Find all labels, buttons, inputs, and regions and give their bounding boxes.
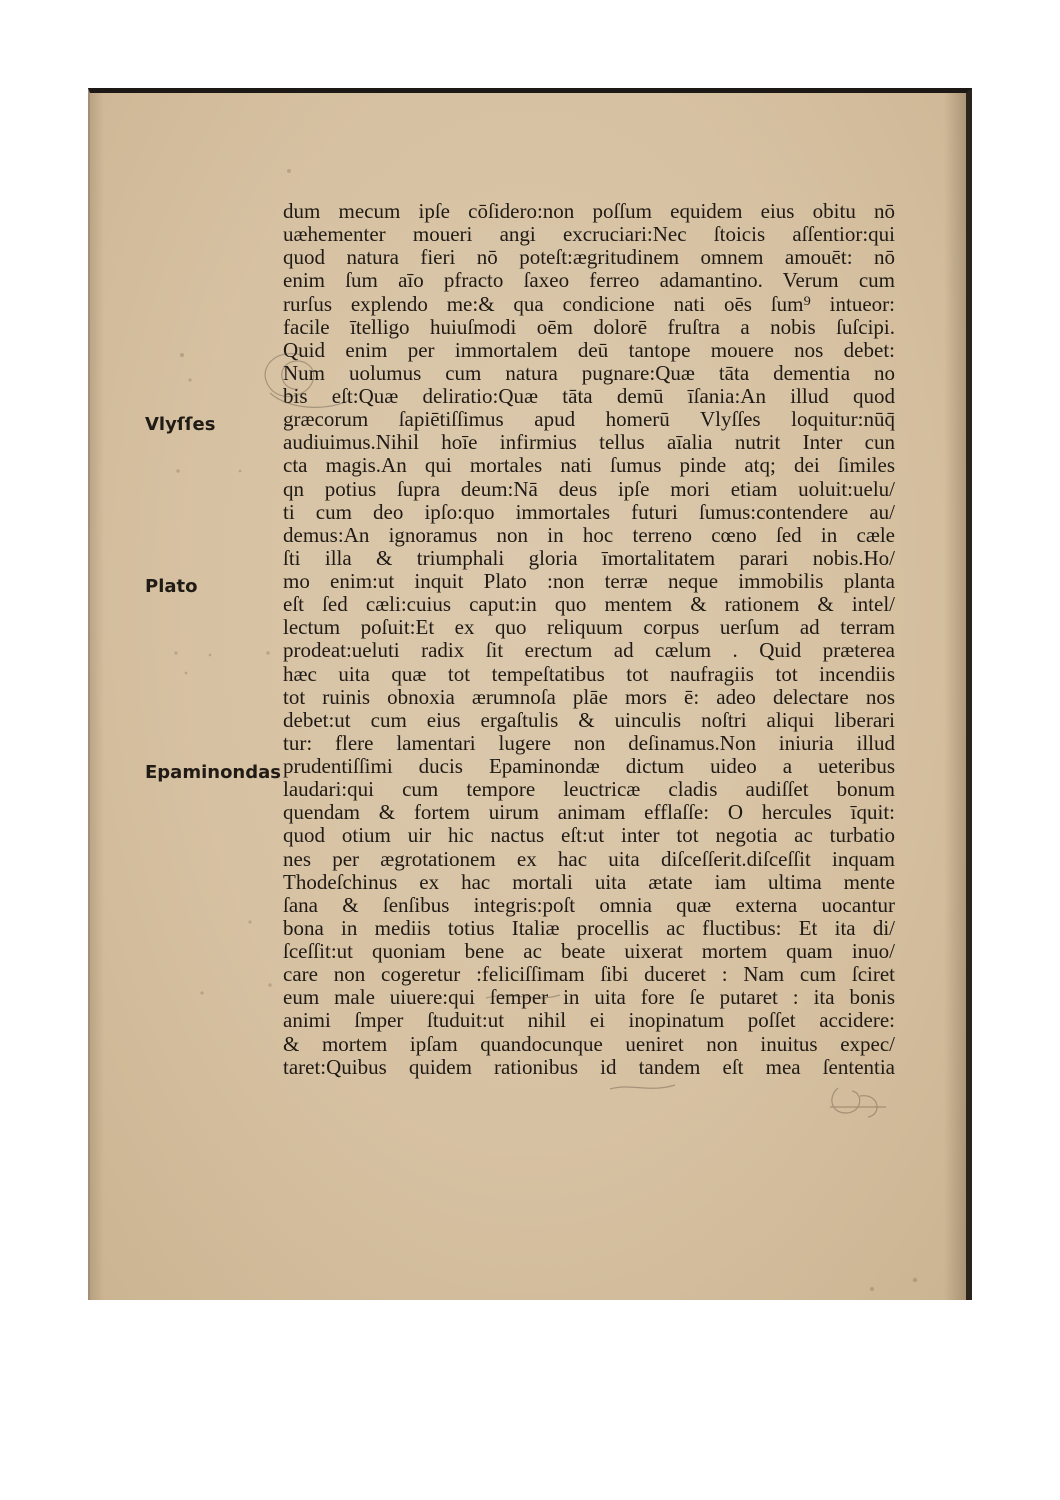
ink-smudge (913, 1278, 917, 1282)
ink-smudge (180, 353, 184, 357)
text-line: Num uolumus cum natura pugnare:Quæ tāta dementia no (283, 361, 895, 385)
text-line: enim ſum aīo pfracto ſaxeo ferreo adamantino. Verum cum (283, 269, 895, 293)
text-line: bona in mediis totius Italiæ procellis ac fluctibus: Et ita di/ (283, 916, 895, 940)
text-line: ſceſſit:ut quoniam bene ac beate uixerat mortem quam inuo/ (283, 940, 895, 963)
ink-smudge (200, 991, 203, 994)
text-line: quendam & fortem uirum animam efflaſſe: O hercules īquit: (283, 801, 895, 825)
pen-flourish-bottom-right (830, 1088, 886, 1117)
ink-smudge (239, 470, 242, 473)
text-line: quod natura fieri nō poteſt:ægritudinem omnem amouēt: nō (283, 246, 895, 270)
scanned-page (88, 88, 972, 1300)
text-line: lectum poſuit:Et ex quo reliquum corpus uerſum ad terram (283, 616, 895, 640)
text-line: ſana & ſenſibus integris:poſt omnia quæ externa uocantur (283, 893, 895, 917)
text-line: bis eſt:Quæ deliratio:Quæ tāta demū īſania:An illud quod (283, 385, 895, 408)
text-line: tot ruinis obnoxia ærumnoſa plāe mors ē: adeo delectare nos (283, 685, 895, 709)
ink-smudge (174, 651, 177, 654)
margin-note-ulysses: Vlyſſes (145, 414, 216, 435)
margin-note-plato: Plato (145, 576, 198, 597)
ink-smudge (268, 983, 272, 987)
text-line: Thodeſchinus ex hac mortali uita ætate iam ultima mente (283, 870, 895, 894)
text-line: Quid enim per immortalem deū tantope mouere nos debet: (283, 338, 895, 362)
ink-smudge (287, 169, 291, 173)
text-line: græcorum ſapiētiſſimus apud homerū Vlyſſes loquitur:nūq̄ (283, 408, 895, 432)
ink-smudge (188, 378, 191, 381)
text-line: tur: flere lamentari lugere non deſinamus.Non iniuria illud (283, 731, 895, 755)
text-line: ſti illa & triumphali gloria īmortalitatem parari nobis.Ho/ (283, 546, 895, 570)
text-line: dum mecum ipſe cōſidero:non poſſum equidem eius obitu nō (283, 200, 895, 223)
ink-smudge (248, 920, 251, 923)
page-left-shadow (90, 93, 104, 1300)
text-line: nes per ægrotationem ex hac uita diſceſſerit.diſceſſit inquam (283, 847, 895, 871)
body-text (283, 200, 895, 1079)
text-line: qn potius ſupra deum:Nā deus ipſe mori etiam uoluit:uelu/ (283, 477, 895, 501)
text-line: taret:Quibus quidem rationibus id tandem eſt mea ſententia (283, 1055, 895, 1079)
page-right-shadow (944, 93, 966, 1300)
text-line: prodeat:ueluti radix ſit erectum ad cælum . Quid præterea (283, 639, 895, 663)
text-line: hæc uita quæ tot tempeſtatibus tot naufragiis tot incendiis (283, 662, 895, 686)
text-line: mo enim:ut inquit Plato :non terræ neque immobilis planta (283, 570, 895, 593)
ink-smudge (870, 1287, 874, 1291)
text-line: demus:An ignoramus non in hoc terreno cœno ſed in cæle (283, 523, 895, 547)
text-line: quod otium uir hic nactus eſt:ut inter tot negotia ac turbatio (283, 824, 895, 848)
text-line: uæhementer moueri angi excruciari:Nec ſtoicis aſſentior:qui (283, 223, 895, 247)
text-line: facile ītelligo huiuſmodi oēm dolorē fruſtra a nobis ſuſcipi. (283, 315, 895, 339)
text-line: rurſus explendo me:& qua condicione nati oēs ſum⁹ intueor: (283, 292, 895, 316)
ink-smudge (185, 672, 188, 675)
text-line: laudari:qui cum tempore leuctricæ cladis audiſſet bonum (283, 778, 895, 802)
text-line: cta magis.An qui mortales nati ſumus pinde atq; dei ſimiles (283, 454, 895, 478)
ink-smudge (209, 654, 212, 657)
text-line: eum male uiuere:qui ſemper in uita fore ſe putaret : ita bonis (283, 986, 895, 1010)
text-line: prudentiſſimi ducis Epaminondæ dictum uideo a ueteribus (283, 755, 895, 778)
text-line: care non cogeretur :feliciſſimam ſibi duceret : Nam cum ſciret (283, 963, 895, 987)
ink-smudge (266, 651, 270, 655)
text-line: debet:ut cum eius ergaſtulis & uinculis noſtri aliqui liberari (283, 708, 895, 732)
text-line: eſt ſed cæli:cuius caput:in quo mentem & rationem & intel/ (283, 593, 895, 617)
margin-note-epaminondas: Epaminondas (145, 762, 281, 783)
text-line: animi ſmper ſtuduit:ut nihil ei inopinatum poſſet accidere: (283, 1009, 895, 1033)
text-line: & mortem ipſam quandocunque ueniret non inuitus expec/ (283, 1032, 895, 1056)
text-line: audiuimus.Nihil hoīe infirmius tellus aīalia nutrit Inter cun (283, 431, 895, 455)
ink-smudge (176, 469, 180, 473)
text-line: ti cum deo ipſo:quo immortales futuri ſumus:contendere au/ (283, 500, 895, 524)
